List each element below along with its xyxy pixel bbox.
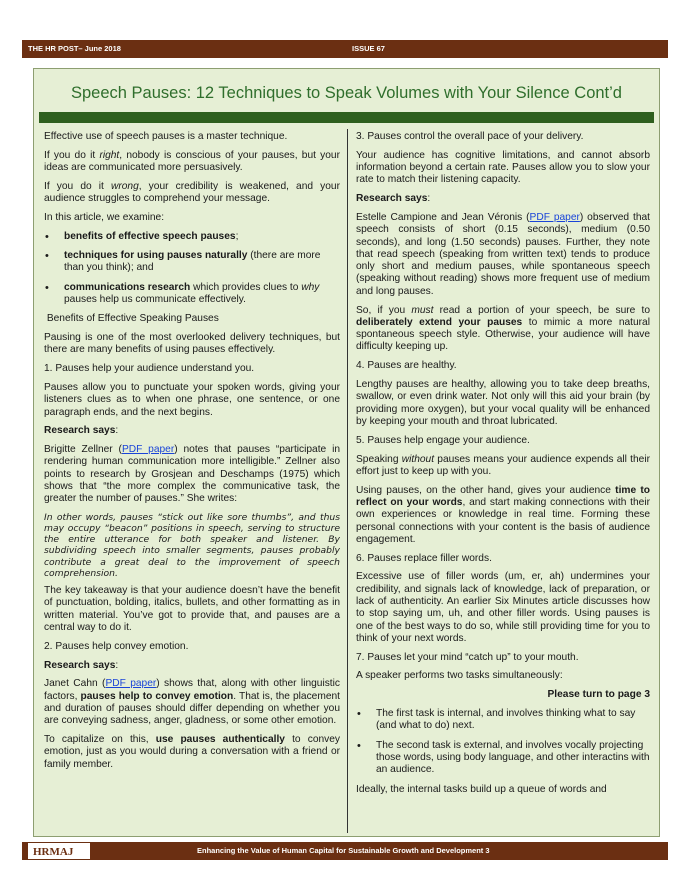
pdf-paper-link[interactable]: PDF paper [105, 678, 157, 690]
point-heading: 4. Pauses are healthy. [356, 360, 457, 372]
text-run: (there are more than you think); and [64, 250, 321, 274]
left-column [44, 131, 340, 778]
emphasis: right [99, 149, 120, 161]
engage-paragraph [356, 454, 650, 479]
pdf-paper-link[interactable]: PDF paper [529, 211, 580, 223]
text-run: If you do it [44, 180, 111, 192]
point4-paragraph: Lengthy pauses are healthy, allowing you to take deep breaths, swallow, or even drink water. Not only will this aid your brain (by providing more oxygen), but your vocal quality will be enhanced by keeping your mouth and throat lubricated. [356, 379, 650, 427]
text-run: ; [235, 230, 239, 242]
right-paragraph [44, 150, 340, 175]
bold-text: Research says [356, 193, 428, 205]
must-paragraph [356, 305, 650, 354]
bold-text: use pauses authentically [155, 734, 285, 746]
publication-title: THE HR POST– June 2018 [28, 44, 121, 53]
emphasis: without [401, 453, 435, 465]
examine-paragraph: In this article, we examine: [44, 211, 165, 223]
title-rule [39, 112, 654, 123]
turn-page-note: Please turn to page 3 [547, 689, 650, 701]
text-run: to convey emotion, just as you would during a conversation with a friend or family member. [44, 734, 340, 770]
topics-list [44, 231, 340, 306]
campione-paragraph [356, 212, 650, 298]
research-label [356, 193, 650, 205]
bold-text: time to reflect on your words [356, 484, 650, 508]
text-run: So, if you [356, 304, 412, 316]
text-run: Brigitte Zellner ( [44, 444, 122, 456]
list-item [44, 231, 340, 243]
text-run: : [115, 659, 119, 671]
text-run: Janet Cahn ( [44, 678, 106, 690]
bold-text: Research says [44, 659, 116, 671]
point-heading: 7. Pauses let your mind “catch up” to your mouth. [356, 651, 579, 663]
header-bar [22, 40, 668, 58]
emphasis: wrong [110, 180, 139, 192]
research-label [44, 425, 340, 437]
text-run: , nobody is conscious of your pauses, but your ideas are communicated more persuasively. [44, 149, 340, 174]
intro-paragraph: Effective use of speech pauses is a master technique. [44, 131, 288, 142]
text-run: read a portion of your speech, be sure to [433, 304, 650, 316]
text-run: ) notes that pauses “participate in rendering human communication more intelligible.” Zellner also points to research by Grosjean and Deschamps (1975) which shows that “the more complex the communicative task, the greater the number of pauses.” She writes: [44, 444, 341, 505]
text-run: Using pauses, on the other hand, gives your audience [356, 484, 616, 496]
point6-paragraph: Excessive use of filler words (um, er, ah) undermines your credibility, and signals lack of knowledge, lack of preparation, or lack of authenticity. An earlier Six Minutes article discusses how to stop saying um, uh, and other filler words. Using pauses is one of the best ways to do so, while still providing time for you to think of your next words. [356, 571, 650, 644]
list-item [44, 250, 340, 275]
point-heading: 3. Pauses control the overall pace of your delivery. [356, 131, 584, 142]
point-heading: 2. Pauses help convey emotion. [44, 640, 189, 652]
zellner-paragraph [44, 444, 340, 505]
text-run: ) shows that, along with other linguistic factors, [44, 678, 340, 702]
point-heading: 1. Pauses help your audience understand you. [44, 363, 255, 375]
text-run: pauses means your audience expends all their effort just to keep up with you. [356, 453, 650, 477]
text-run: : [427, 193, 431, 205]
list-item [44, 282, 340, 307]
takeaway-paragraph: The key takeaway is that your audience doesn’t have the benefit of punctuation, bolding, italics, bullets, and other formatting as in written material. You’ve got to provide that, and pauses are a central way to do it. [44, 585, 340, 634]
text-run: : [115, 425, 119, 437]
text-run: . That is, the placement and duration of pauses should differ depending on whether you are conveying sadness, anger, gladness, or some other emotion. [44, 690, 340, 727]
section-heading: Benefits of Effective Speaking Pauses [44, 313, 219, 325]
tasks-list [356, 708, 650, 776]
bold-text: pauses help to convey emotion [80, 690, 234, 702]
right-column [356, 131, 650, 802]
research-label [44, 660, 340, 672]
text-run: ) observed that speech consists of short (0.15 seconds), medium (0.50 seconds), and long (1.50 seconds) pauses. Further, they note that read speech (speaking from written text) tends to produce only short and medium pauses, while spontaneous speech (speaking without reading) shows more frequent use of medium and long pauses. [356, 211, 650, 297]
wrong-paragraph [44, 181, 340, 206]
footer-tagline: Enhancing the Value of Human Capital for Sustainable Growth and Development 3 [197, 846, 490, 855]
text-run: to mimic a more natural spontaneous speech style. Otherwise, your audience will have difficulty keeping up. [356, 316, 650, 353]
point-heading: 5. Pauses help engage your audience. [356, 434, 530, 446]
text-run: If you do it [44, 149, 100, 161]
text-run: , and start making connections with their own experiences or knowledge in real time. Forming these personal connections with your content is the basis of audience engagement. [356, 496, 650, 545]
text-run: To capitalize on this, [44, 734, 156, 746]
point1-paragraph: Pauses allow you to punctuate your spoken words, giving your listeners clues as to when one phrase, one sentence, or one paragraph ends, and the next begins. [44, 381, 340, 418]
issue-number: ISSUE 67 [352, 44, 385, 53]
cahn-paragraph [44, 678, 340, 727]
bold-text: Research says [44, 425, 116, 437]
capitalize-paragraph [44, 734, 340, 771]
logo-text: HRMAJ [33, 846, 74, 858]
text-run: , your credibility is weakened, and your audience struggles to comprehend your message. [44, 180, 340, 205]
ideally-paragraph: Ideally, the internal tasks build up a queue of words and [356, 783, 607, 795]
article-title: Speech Pauses: 12 Techniques to Speak Volumes with Your Silence Cont’d [71, 84, 622, 102]
list-item: • The first task is internal, and involves thinking what to say (and what to do) next. [356, 708, 650, 733]
list-item: • The second task is external, and involves vocally projecting those words, using body language, and other interactins with an audience. [356, 740, 650, 777]
using-paragraph [356, 485, 650, 546]
point3-paragraph: Your audience has cognitive limitations, and cannot absorb information beyond a certain rate. Pauses allow you to slow your rate to match their listening capacity. [356, 149, 650, 186]
block-quote: In other words, pauses “stick out like sore thumbs”, and thus may occupy “beacon” positions in speech, serving to structure the entire utterance for both speaker and listener. By subdividing speech into smaller segments, pauses probably contribute a great deal to the improvement of speech comprehension. [44, 512, 340, 579]
bold-text: techniques for using pauses naturally [64, 250, 248, 262]
bold-text: deliberately extend your pauses [356, 316, 523, 328]
point7-paragraph: A speaker performs two tasks simultaneously: [356, 670, 563, 682]
text-run: which provides clues to [190, 281, 302, 293]
hrmaj-logo [28, 843, 90, 859]
emphasis: must [411, 304, 434, 316]
bold-text: communications research [64, 281, 191, 293]
article-panel [33, 68, 660, 837]
text-run: Estelle Campione and Jean Véronis ( [356, 211, 530, 223]
footer-bar [22, 842, 668, 860]
pdf-paper-link[interactable]: PDF paper [121, 444, 175, 456]
text-run: pauses help us communicate effectively. [64, 293, 246, 305]
emphasis: why [301, 281, 320, 293]
column-divider [347, 129, 348, 833]
text-run: Speaking [356, 453, 402, 465]
bold-text: benefits of effective speech pauses [64, 230, 236, 242]
benefits-paragraph: Pausing is one of the most overlooked delivery techniques, but there are many benefits of using pauses effectively. [44, 332, 340, 356]
point-heading: 6. Pauses replace filler words. [356, 552, 492, 564]
